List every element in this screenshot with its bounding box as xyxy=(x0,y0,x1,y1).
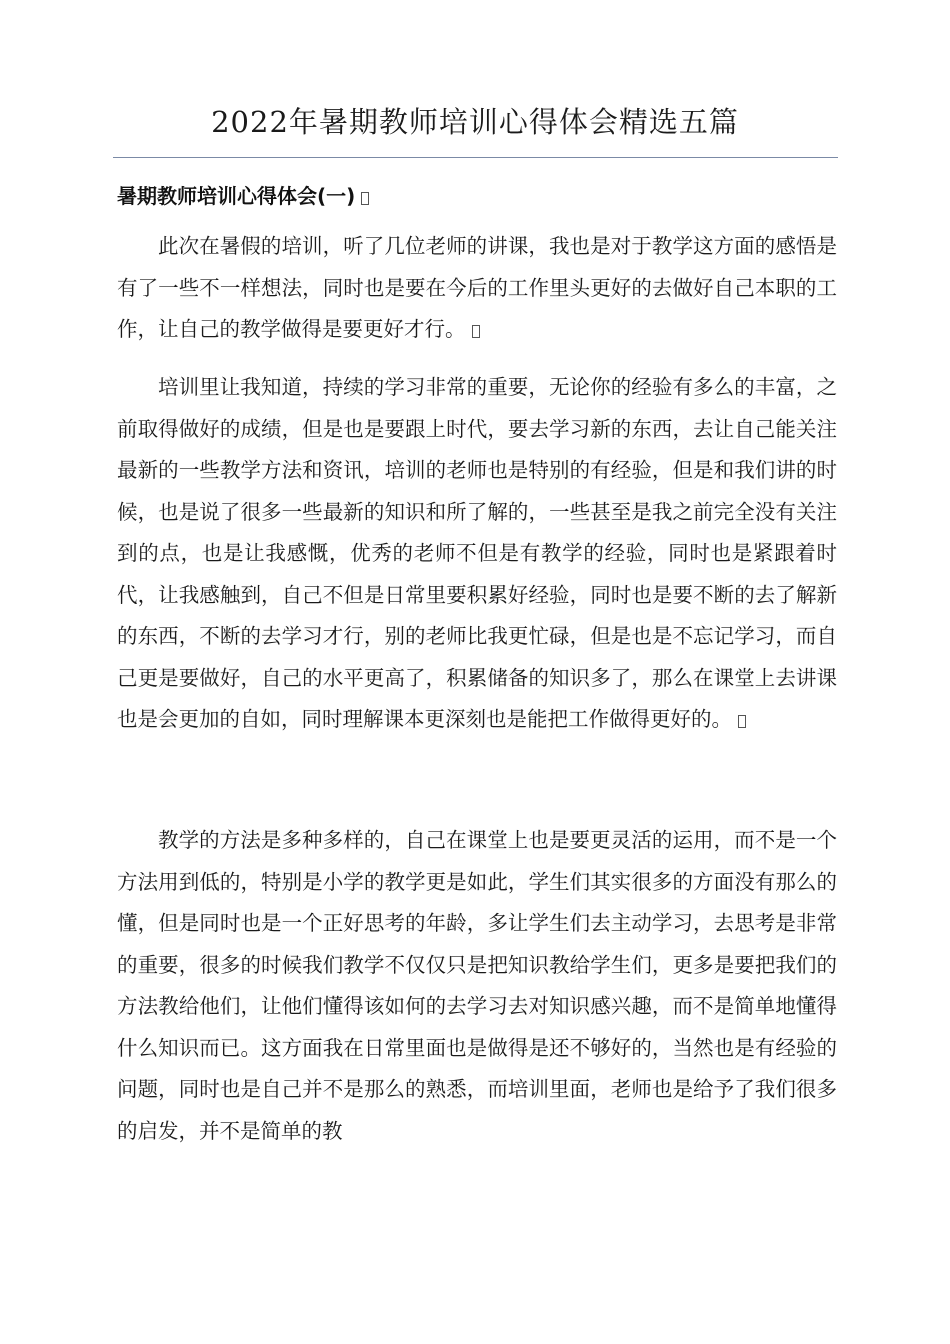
paragraph-mark-icon xyxy=(738,715,746,728)
paragraph-1-text: 此次在暑假的培训，听了几位老师的讲课，我也是对于教学这方面的感悟是有了一些不一样想法，同时也是要在今后的工作里头更好的去做好自己本职的工作，让自己的教学做得是要更好才行。 xyxy=(117,234,837,341)
section-heading-text: 暑期教师培训心得体会(一) xyxy=(117,184,356,208)
paragraph-3-text: 教学的方法是多种多样的，自己在课堂上也是要更灵活的运用，而不是一个方法用到低的，特别是小学的教学更是如此，学生们其实很多的方面没有那么的懂，但是同时也是一个正好思考的年龄，多让学生们去主动学习，去思考是非常的重要，很多的时候我们教学不仅仅只是把知识教给学生们，更多是要把我们的方法教给他们，让他们懂得该如何的去学习去对知识感兴趣，而不是简单地懂得什么知识而已。这方面我在日常里面也是做得是还不够好的，当然也是有经验的问题，同时也是自己并不是那么的熟悉，而培训里面，老师也是给予了我们很多的启发，并不是简单的教 xyxy=(117,828,837,1143)
paragraph-mark-icon xyxy=(472,325,480,338)
paragraph-mark-icon xyxy=(361,192,369,205)
document-title: 2022年暑期教师培训心得体会精选五篇 xyxy=(211,105,739,139)
paragraph-3 xyxy=(117,820,837,1152)
paragraph-2-text: 培训里让我知道，持续的学习非常的重要，无论你的经验有多么的丰富，之前取得做好的成绩，但是也是要跟上时代，要去学习新的东西，去让自己能关注最新的一些教学方法和资讯，培训的老师也是特别的有经验，但是和我们讲的时候，也是说了很多一些最新的知识和所了解的，一些甚至是我之前完全没有关注到的点，也是让我感慨，优秀的老师不但是有教学的经验，同时也是紧跟着时代，让我感触到，自己不但是日常里要积累好经验，同时也是要不断的去了解新的东西，不断的去学习才行，别的老师比我更忙碌，但是也是不忘记学习，而自己更是要做好，自己的水平更高了，积累储备的知识多了，那么在课堂上去讲课也是会更加的自如，同时理解课本更深刻也是能把工作做得更好的。 xyxy=(117,375,837,731)
paragraph-1 xyxy=(117,226,837,351)
paragraph-2 xyxy=(117,367,837,741)
title-divider xyxy=(113,157,838,158)
section-heading xyxy=(117,180,369,209)
